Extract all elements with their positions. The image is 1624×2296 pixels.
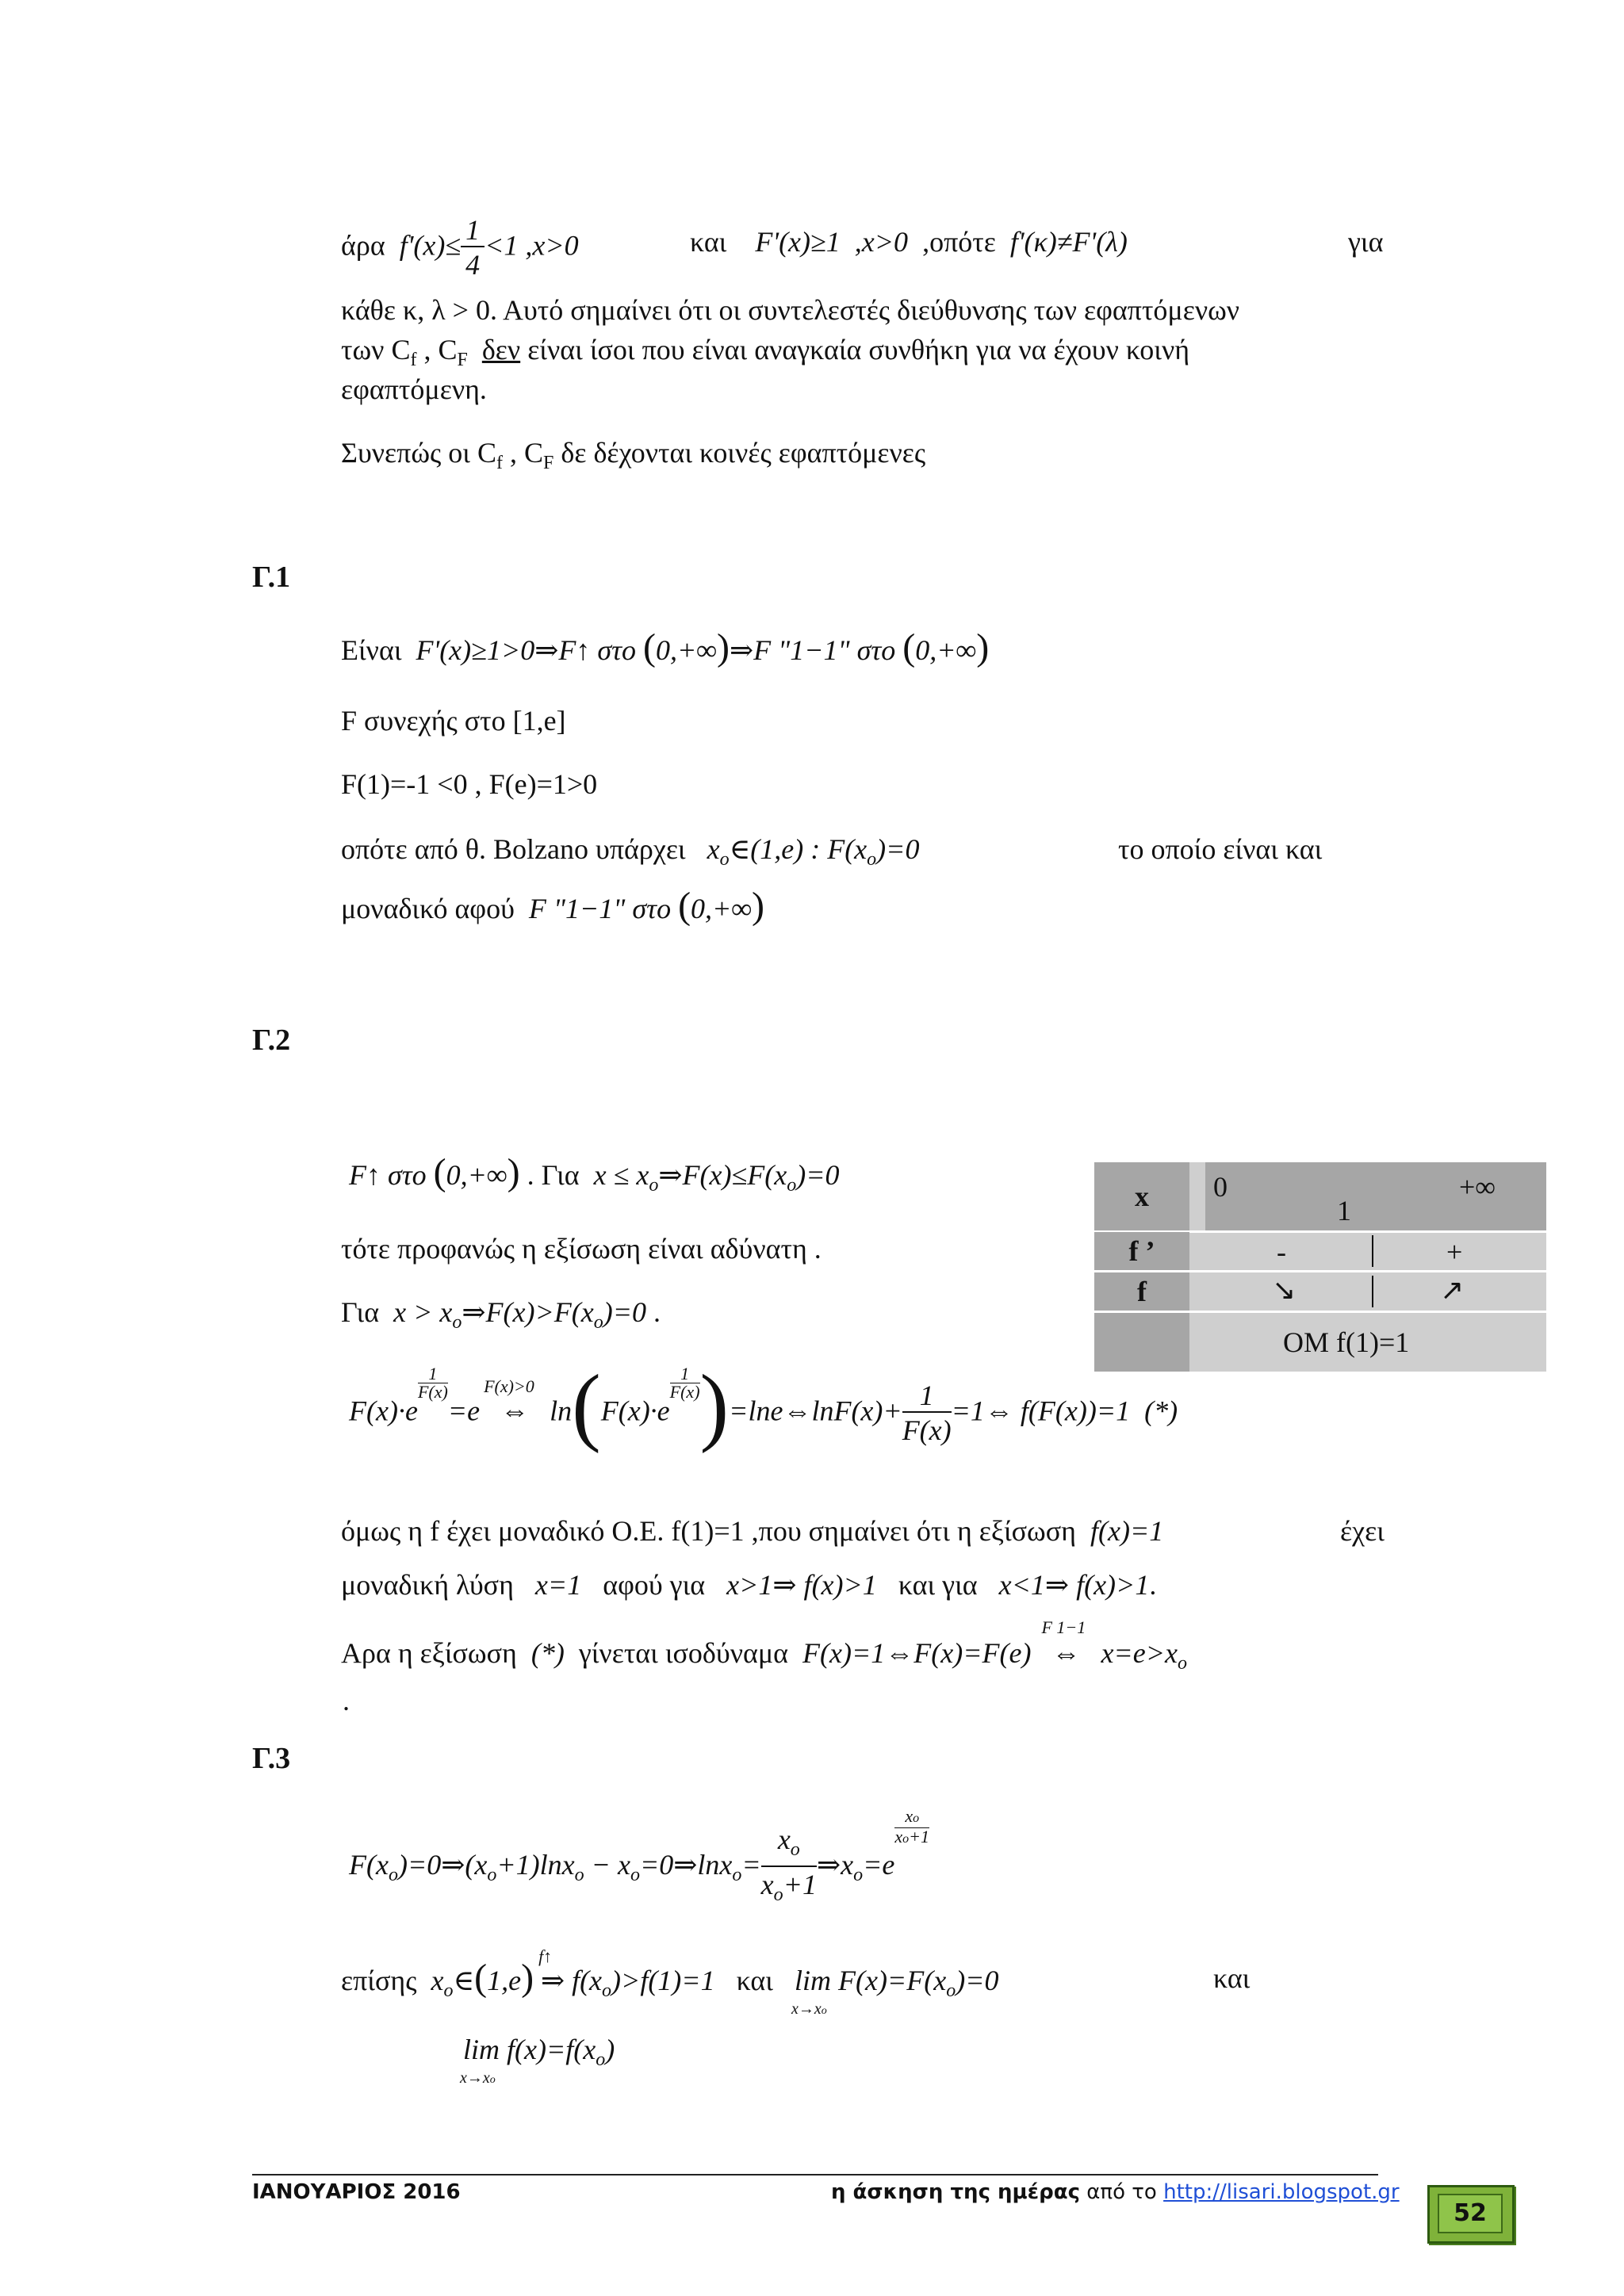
arrow-down-icon: ↘ (1272, 1274, 1297, 1307)
g3-limit: lim x→xo $f(x)=f(x_o)$ (460, 2034, 615, 2087)
underlined-den: δεν (481, 334, 521, 365)
g2-omos-end: έχει (1340, 1515, 1385, 1547)
para1-line5 (341, 433, 925, 483)
para1-line2: κάθε κ, λ > 0. Αυτό σημαίνει ότι οι συντελεστές διεύθυνσης των εφαπτόμενων (341, 294, 1240, 326)
g1-monadiko: μοναδικό αφού F "1−1" στο (0,+∞) (341, 885, 764, 927)
table-row-x (1094, 1162, 1546, 1233)
g3-episis: επίσης $x_o\in(1,e)$ f↑ ⇒ $f(x_o)>f(1)=1$ και lim x→xo $F(x)=F(x_o)=0$ (341, 1946, 999, 2018)
text: Αρα η εξίσωση (341, 1637, 517, 1669)
table-label-f: f (1094, 1272, 1189, 1311)
section-g2-heading: Γ.2 (252, 1024, 291, 1057)
g2-omos: όμως η f έχει μοναδικό Ο.Ε. f(1)=1 ,που σημαίνει ότι η εξίσωση f(x)=1 (341, 1515, 1164, 1547)
subscript: F (543, 453, 554, 473)
g3-kai-end: και (1213, 1962, 1251, 1994)
table-x1: 1 (1337, 1195, 1351, 1226)
line-ara: άρα f'(x)≤ $\frac{1}{4}$ <1 ,x>0 (341, 214, 579, 281)
para1-line4: εφαπτόμενη. (341, 373, 487, 405)
footer-title: η άσκηση της ημέρας (831, 2180, 1081, 2204)
word-gia: για (1348, 226, 1384, 258)
footer-text: από το (1080, 2180, 1164, 2204)
text: δε δέχονται κοινές εφαπτόμενες (553, 437, 926, 469)
page-number-badge (1427, 2185, 1515, 2244)
text: επίσης (341, 1965, 417, 1996)
text: μοναδική λύση (341, 1569, 514, 1601)
g2-equation: F(x)·e $^{\frac{1}{F(x)}}$ =e F(x)>0 ⇔ ln(F(x)·e $^{\frac{1}{F(x)}}$ )=lne⇔lnF(x)+ $\frac{1}{F(x)}$ =1⇔ f(F(x))=1 (*) (349, 1357, 1178, 1454)
table-xinf: +∞ (1459, 1171, 1496, 1203)
g3-equation: $F(x_o)=0\Rightarrow(x_o+1)\ln x_o$ − $x_o=0\Rightarrow\ln x_o=$ $\frac{x_o}{x_o+1}$ $\Rightarrow x_o=e$ $^{\frac{xo}{xo+1}}$ (349, 1806, 930, 1905)
variation-table (1094, 1162, 1546, 1372)
table-divider (1372, 1235, 1373, 1267)
subscript: F (457, 350, 468, 370)
table-x0: 0 (1213, 1171, 1228, 1203)
table-divider (1372, 1276, 1373, 1307)
subscript: f (496, 453, 503, 473)
word-einai: Είναι (341, 634, 402, 666)
text: και (736, 1965, 773, 1996)
g2-monadiki: μοναδική λύση x=1 αφού για x>1⇒ f(x)>1 και για x<1⇒ f(x)>1. (341, 1569, 1157, 1601)
g1-values: F(1)=-1 <0 , F(e)=1>0 (341, 768, 598, 800)
table-om: ΟΜ f(1)=1 (1283, 1326, 1410, 1358)
para1-line3 (341, 330, 1396, 380)
table-label-x: x (1094, 1162, 1189, 1230)
subscript: f (410, 350, 417, 370)
table-label-fprime: f ’ (1094, 1232, 1189, 1270)
footer-link[interactable]: http://lisari.blogspot.gr (1163, 2180, 1400, 2204)
page-number: 52 (1438, 2194, 1503, 2233)
table-plus: + (1446, 1236, 1463, 1268)
text: είναι ίσοι που είναι αναγκαία συνθήκη για να έχουν κοινή (520, 334, 1190, 365)
g2-dot: . (343, 1685, 350, 1716)
text: όμως η f έχει μοναδικό Ο.Ε. f(1)=1 ,που σημαίνει ότι η εξίσωση (341, 1515, 1076, 1547)
section-g3-heading: Γ.3 (252, 1742, 291, 1775)
text: Για (341, 1296, 380, 1328)
g2-adynati: τότε προφανώς η εξίσωση είναι αδύνατη . (341, 1233, 822, 1265)
text: των C (341, 334, 411, 365)
g1-bolzano: οπότε από θ. Bolzano υπάρχει $x_o\in(1,e)$ : $F(x_o)=0$ (341, 833, 920, 870)
text: οπότε από θ. Bolzano υπάρχει (341, 833, 686, 865)
g1-syneches: F συνεχής στο [1,e] (341, 705, 566, 737)
g1-line1: Είναι F'(x)≥1>0⇒F↑ στο (0,+∞)⇒F "1−1" στο (0,+∞) (341, 626, 990, 668)
table-row-f (1094, 1272, 1546, 1313)
arrow-up-icon: ↗ (1440, 1274, 1465, 1307)
word-ara: άρα (341, 229, 385, 262)
text: . Για (527, 1159, 580, 1191)
table-label-empty (1094, 1313, 1189, 1372)
line-ara-part2: και F'(x)≥1 ,x>0 ,οπότε f'(κ)≠F'(λ) (690, 226, 1128, 258)
text: , C (416, 334, 458, 365)
word-kai: και (690, 226, 727, 258)
table-minus: - (1277, 1236, 1286, 1268)
g2-ara: Αρα η εξίσωση (*) γίνεται ισοδύναμα F(x)=1⇔F(x)=F(e) F 1−1 ⇔ $x=e>x_o$ (341, 1617, 1187, 1674)
footer-rule (252, 2174, 1378, 2175)
table-row-om (1094, 1313, 1546, 1372)
text: και για (898, 1569, 978, 1601)
text: γίνεται ισοδύναμα (578, 1637, 789, 1669)
footer-source (831, 2180, 1400, 2204)
g2-line1: F↑ στο (0,+∞) . Για $x \le x_o\Rightarrow F(x)\le F(x_o)=0$ (349, 1151, 840, 1196)
g2-gia2: Για $x > x_o\Rightarrow F(x)>F(x_o)=0$ . (341, 1296, 661, 1333)
footer-date: ΙΑΝΟΥΑΡΙΟΣ 2016 (252, 2180, 461, 2204)
section-g1-heading: Γ.1 (252, 561, 291, 594)
word-opote: ,οπότε (922, 226, 996, 258)
text: αφού για (603, 1569, 706, 1601)
text: Συνεπώς οι C (341, 437, 496, 469)
text: , C (503, 437, 544, 469)
text: μοναδικό αφού (341, 893, 515, 924)
g1-bolzano-end: το οποίο είναι και (1118, 833, 1323, 865)
table-row-fprime (1094, 1232, 1546, 1272)
